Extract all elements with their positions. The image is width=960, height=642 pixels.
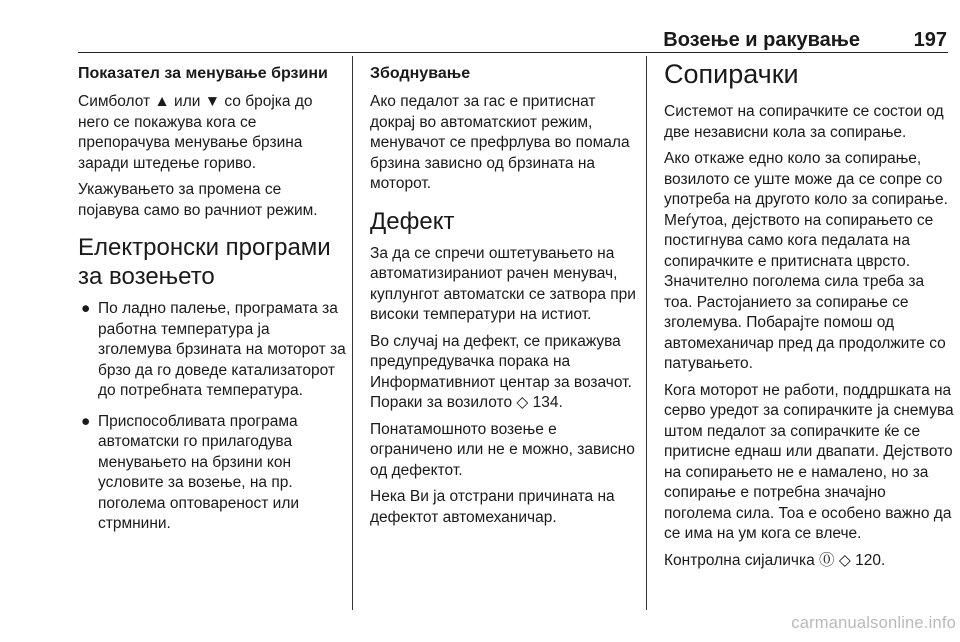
page-reference-link[interactable]: ◇ 120. [838,551,886,569]
heading-fault: Дефект [370,207,455,235]
control-indicator-text: Контролна сијаличка [664,551,815,569]
heading-electronic-programs: Електронски програми за возењето [78,234,331,290]
fault-message-text: Во случај на дефект, се прикажува предупредувачка порака на Информативниот центар за возачот. Пораки за возилото [370,332,632,411]
heading-kickdown: Збоднување [370,65,471,82]
paragraph-brake-circuits: Системот на сопирачките се состои од две независни кола за сопирање. [664,103,944,141]
list-item [78,299,346,402]
header-rule [78,52,948,53]
paragraph-circuit-failure: Ако откаже едно коло за сопирање, возилото се уште може да се сопре со употреба на другото коло за сопирање. Меѓутоа, дејството на сопирањето се постигнува само кога педалата на сопирачките е притисната цврсто. Значително поголема сила треба за тоа. Растојанието за сопирање се зголемува. Побарајте помош од автомеханичар пред да продолжите со патувањето. [664,150,948,372]
column-right [664,58,954,577]
column-divider-1 [352,56,353,610]
brake-warning-icon: ⓪ [819,551,835,569]
paragraph-kickdown: Ако педалот за гас е притиснат докрај во автоматскиот режим, менувачот се префрлува во помала брзина зависно од брзината на моторот. [370,93,630,192]
page-reference-link[interactable]: ◇ 134. [516,394,563,411]
paragraph-driving-limited: Понатамошното возење е ограничено или не е можно, зависно од дефектот. [370,420,635,479]
paragraph-engine-off: Кога моторот не работи, поддршката на серво уредот за сопирачките ја снемува штом педалот за сопирачките ќе се притисне еднаш или двапати. Дејството на сопирањето не е намалено, но за сопирање е потребна значајно поголема сила. Тоа е особено важно да се има на ум кога се влече. [664,381,954,542]
column-left [78,58,346,545]
paragraph-mechanic: Нека Ви ја отстрани причината на дефектот автомеханичар. [370,488,615,526]
paragraph-clutch-protection: За да се спречи оштетувањето на автоматизираниот рачен менувач, куплунгот автоматски се затвора при високи температури на истиот. [370,244,636,323]
list-item [78,412,346,535]
bullet-list [78,299,346,535]
watermark: carmanualsonline.info [791,614,956,632]
list-item-text: По ладно палење, програмата за работна температура ја зголемува брзината на моторот за брзо да го доведе катализаторот до потребната температура. [98,300,346,399]
column-middle [370,58,638,534]
list-item-text: Приспособливата програма автоматски го прилагодува менувањето на брзини кон условите за возење, на пр. поголема оптовареност или стрмнини. [98,412,300,532]
running-header-title: Возење и ракување [663,29,860,51]
paragraph-shift-symbol: Симболот ▲ или ▼ со бројка до него се покажува кога се препорачува менување брзина заради штедење гориво. [78,93,313,172]
heading-brakes: Сопирачки [664,59,799,89]
paragraph-manual-mode: Укажувањето за промена се појавува само во рачниот режим. [78,181,318,219]
heading-gear-shift-indicator: Показател за менување брзини [78,65,328,82]
paragraph-fault-message [370,332,638,414]
page-number: 197 [913,29,947,51]
paragraph-control-indicator [664,551,954,572]
bullet-icon: ● [81,412,91,430]
bullet-icon: ● [81,300,91,317]
column-divider-2 [646,56,647,610]
